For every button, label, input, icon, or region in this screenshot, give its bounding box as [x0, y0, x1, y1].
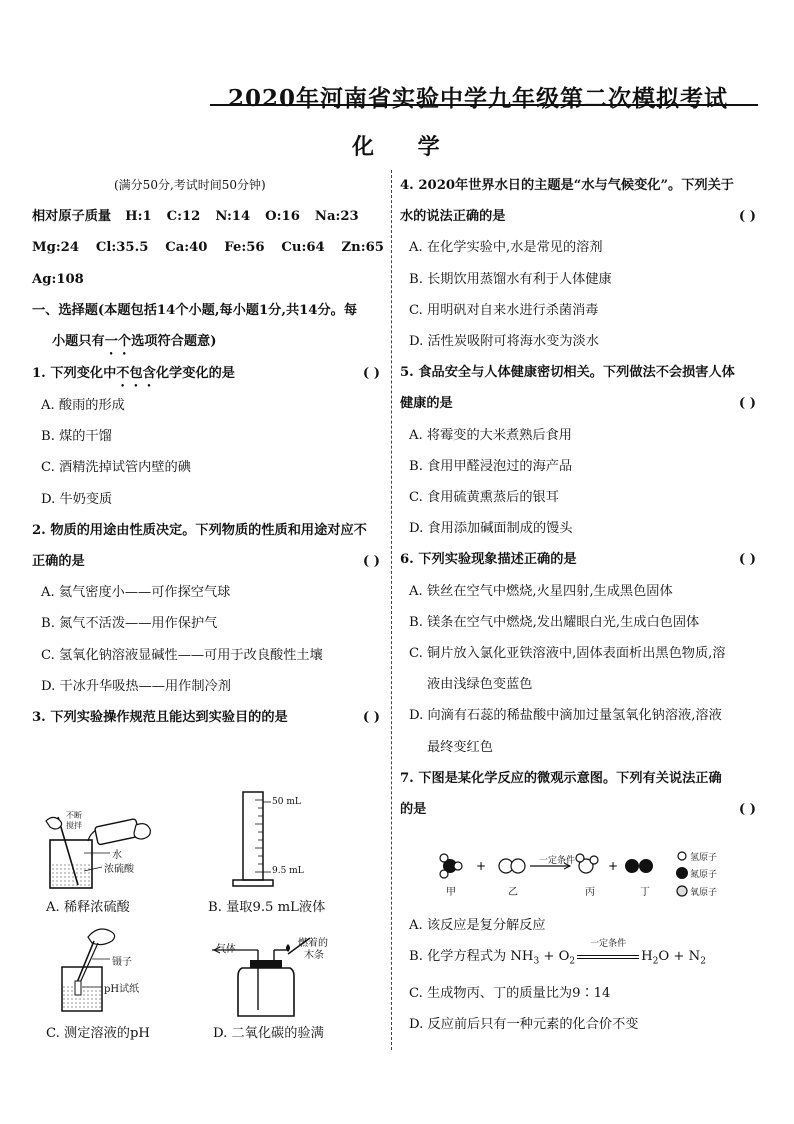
q3-caption-b: B. 量取9.5 mL液体	[208, 900, 326, 915]
atomic-mass-n: N:14	[215, 209, 251, 225]
q2-option-c: C. 氢氧化钠溶液显碱性——可用于改良酸性土壤	[41, 647, 323, 663]
right-column	[400, 170, 760, 825]
figure-c-liquid-pattern	[63, 987, 101, 1007]
q1-stem-c: 化学变化的是	[155, 366, 235, 382]
exam-note: (满分50分,考试时间50分钟)	[114, 178, 266, 192]
exam-title: 2020年河南省实验中学九年级第二次模拟考试	[228, 85, 729, 112]
plus-sign-2: +	[608, 859, 619, 873]
plus-sign-1: +	[476, 859, 487, 873]
section-heading-emphasis: 一个	[104, 334, 132, 350]
q4-answer-paren: ( )	[738, 209, 756, 225]
q1-stem	[32, 358, 384, 390]
figure-a-label-stir-2: 搅拌	[66, 821, 82, 830]
figure-d-label-gas: 气体	[216, 944, 236, 955]
q5-stem-line-1: 5. 食品安全与人体健康密切相关。下列做法不会损害人体	[400, 365, 735, 381]
atomic-mass-na: Na:23	[314, 209, 359, 225]
q7-option-c: C. 生成物丙、丁的质量比为9∶14	[409, 986, 611, 1002]
figure-d-stopper	[250, 960, 282, 968]
q1-option-c: C. 酒精洗掉试管内壁的碘	[41, 460, 191, 476]
q4-stem-line-2	[400, 201, 760, 232]
legend-oxygen: 氧原子	[690, 888, 718, 898]
q7-option-b-condition-arrow	[575, 938, 641, 967]
q7-option-b	[409, 938, 759, 978]
figure-c-ph-paper	[75, 981, 81, 995]
q7-options	[409, 910, 759, 1040]
atom-legend	[676, 852, 688, 896]
q7-stem-line-2	[400, 794, 760, 825]
q7-option-b-sub-4: 2	[700, 956, 706, 967]
q1-option-b: B. 煤的干馏	[41, 429, 112, 445]
label-ding: 丁	[640, 887, 650, 898]
q7-option-b-sub-3: 2	[652, 956, 659, 967]
atomic-mass-line-1	[32, 201, 384, 232]
column-divider	[391, 170, 392, 1050]
figure-b-scale	[255, 800, 263, 872]
figure-a-flask-hand	[134, 824, 150, 839]
section-heading-line-2	[32, 326, 384, 358]
q5-answer-paren: ( )	[738, 396, 756, 412]
atomic-mass-c: C:12	[166, 209, 201, 225]
q5-option-c: C. 食用硫黄熏蒸后的银耳	[409, 490, 559, 506]
figure-a-label-water: 水	[112, 850, 122, 861]
q3-caption-a: A. 稀释浓硫酸	[46, 900, 130, 915]
figure-b-cylinder	[243, 792, 263, 880]
figure-d-label-splint: 木条	[304, 950, 324, 961]
legend-hydrogen: 氢原子	[690, 853, 718, 863]
q4-option-a: A. 在化学实验中,水是常见的溶剂	[409, 240, 603, 256]
figure-a-label-stir-1: 不断	[66, 811, 82, 820]
q7-option-a: A. 该反应是复分解反应	[409, 918, 546, 933]
q2-stem-line-2	[32, 546, 384, 577]
q3-stem	[32, 702, 384, 733]
figure-a-label-acid: 浓硫酸	[104, 864, 134, 875]
q6-option-c-cont: 液由浅绿色变蓝色	[427, 677, 533, 693]
figure-b-base	[233, 880, 273, 886]
subject-title: 化 学	[352, 134, 458, 160]
q6-option-c: C. 铜片放入氯化亚铁溶液中,固体表面析出黑色物质,溶	[409, 646, 726, 662]
atomic-mass-o: O:16	[265, 209, 300, 225]
figure-a-pouring-flask	[95, 819, 140, 845]
q6-stem-text: 6. 下列实验现象描述正确的是	[400, 552, 577, 568]
q1-stem-a: 1. 下列变化中	[32, 366, 117, 382]
molecule-ding	[625, 859, 653, 873]
q7-answer-paren: ( )	[738, 802, 756, 818]
figure-d-label-burning: 燃着的	[298, 938, 328, 949]
title-underline	[210, 104, 758, 106]
section-heading-part-a: 小题只有	[52, 334, 105, 350]
atomic-mass-line-2	[32, 232, 384, 263]
q7-option-b-prefix: B. 化学方程式为 NH	[409, 949, 534, 965]
figure-b-label-50ml: 50 mL	[272, 797, 301, 807]
q4-option-c: C. 用明矾对自来水进行杀菌消毒	[409, 302, 599, 318]
q4-stem-text: 水的说法正确的是	[400, 209, 506, 225]
q7-option-b-mid: + O	[539, 949, 570, 965]
atomic-mass-fe: Fe:56	[224, 240, 265, 256]
atomic-mass-zn: Zn:65	[341, 240, 384, 256]
atomic-mass-cu: Cu:64	[281, 240, 325, 256]
section-heading-line-1: 一、选择题(本题包括14个小题,每小题1分,共14分。每	[32, 302, 358, 318]
q6-option-a: A. 铁丝在空气中燃烧,火星四射,生成黑色固体	[409, 583, 673, 599]
section-heading-part-c: 选项符合题意)	[131, 334, 217, 350]
q3-caption-c: C. 测定溶液的pH	[46, 1026, 150, 1041]
q5-option-b: B. 食用甲醛浸泡过的海产品	[409, 458, 573, 474]
q6-answer-paren: ( )	[738, 552, 756, 568]
q4-stem-line-1: 4. 2020年世界水日的主题是“水与气候变化”。下列关于	[400, 178, 734, 193]
figure-b-label-9-5ml: 9.5 mL	[272, 866, 304, 876]
q7-option-b-equal-sign	[577, 955, 639, 959]
left-column	[32, 170, 384, 733]
q6-option-b: B. 镁条在空气中燃烧,发出耀眼白光,生成白色固体	[409, 614, 700, 630]
figure-c-label-ph-paper: pH试纸	[104, 984, 140, 995]
q2-option-d: D. 干冰升华吸热——用作制冷剂	[41, 678, 231, 694]
figure-c-hand	[88, 929, 115, 945]
q3-answer-paren: ( )	[362, 710, 380, 726]
q1-option-a: A. 酸雨的形成	[41, 398, 125, 414]
atomic-mass-ag: Ag:108	[32, 271, 84, 287]
figure-c-tweezers-2	[79, 943, 98, 985]
figure-d-bottle	[238, 968, 294, 1016]
figure-a-liquid	[51, 863, 91, 887]
q1-stem-emphasis: 不包含	[116, 366, 156, 382]
q7-option-b-sub-2: 2	[569, 956, 576, 967]
legend-nitrogen: 氮原子	[690, 870, 718, 880]
q7-option-d: D. 反应前后只有一种元素的化合价不变	[409, 1017, 639, 1033]
figure-c-beaker	[62, 967, 102, 1011]
q5-stem-text: 健康的是	[400, 396, 453, 412]
q7-stem-line-1: 7. 下图是某化学反应的微观示意图。下列有关说法正确	[400, 770, 722, 786]
q4-option-d: D. 活性炭吸附可将海水变为淡水	[409, 334, 599, 350]
q1-answer-paren: ( )	[362, 366, 380, 382]
label-jia: 甲	[446, 887, 456, 898]
atomic-mass-intro: 相对原子质量	[32, 209, 112, 225]
label-yi: 乙	[508, 887, 518, 898]
q7-option-b-tail-a: H	[641, 949, 653, 965]
q1-option-d: D. 牛奶变质	[41, 491, 113, 507]
q5-option-a: A. 将霉变的大米煮熟后食用	[409, 427, 572, 443]
atomic-mass-mg: Mg:24	[32, 240, 80, 256]
q6-option-d-cont: 最终变红色	[427, 739, 493, 755]
q5-option-d: D. 食用添加碱面制成的馒头	[409, 521, 573, 537]
q4-option-b: B. 长期饮用蒸馏水有利于人体健康	[409, 271, 612, 287]
molecule-yi	[499, 859, 525, 873]
figure-c-label-tweezers: 镊子	[112, 957, 132, 968]
q1-stem-text	[32, 358, 235, 390]
molecule-bing	[576, 854, 598, 873]
q2-option-b: B. 氮气不活泼——用作保护气	[41, 616, 218, 632]
q2-option-a: A. 氦气密度小——可作探空气球	[41, 585, 231, 601]
q6-option-d: D. 向滴有石蕊的稀盐酸中滴加过量氢氧化钠溶液,溶液	[409, 708, 722, 724]
figure-a-liquid-pattern	[52, 865, 90, 885]
figure-d-flame	[286, 944, 290, 952]
reaction-condition: 一定条件	[539, 856, 576, 866]
figure-a-pointer-acid	[84, 867, 102, 871]
atomic-mass-h: H:1	[125, 209, 152, 225]
q7-option-b-sub-1: 3	[533, 956, 540, 967]
q2-answer-paren: ( )	[362, 554, 380, 570]
q2-stem-text: 正确的是	[32, 554, 85, 570]
molecule-jia	[440, 854, 462, 878]
q3-figure-c	[48, 925, 168, 1020]
q2-stem-line-1: 2. 物质的用途由性质决定。下列物质的性质和用途对应不	[32, 522, 367, 538]
q7-stem-text: 的是	[400, 802, 427, 818]
q3-caption-d: D. 二氧化碳的验满	[213, 1026, 324, 1041]
atomic-mass-cl: Cl:35.5	[95, 240, 149, 256]
label-bing: 丙	[585, 887, 595, 898]
q5-stem-line-2	[400, 388, 760, 419]
q7-option-b-tail-b: O + N	[658, 949, 701, 965]
figure-c-tweezers	[76, 941, 94, 985]
q7-option-b-condition: 一定条件	[590, 938, 627, 949]
atomic-mass-ca: Ca:40	[165, 240, 208, 256]
q6-stem	[400, 544, 760, 575]
q3-stem-text: 3. 下列实验操作规范且能达到实验目的的是	[32, 710, 288, 726]
